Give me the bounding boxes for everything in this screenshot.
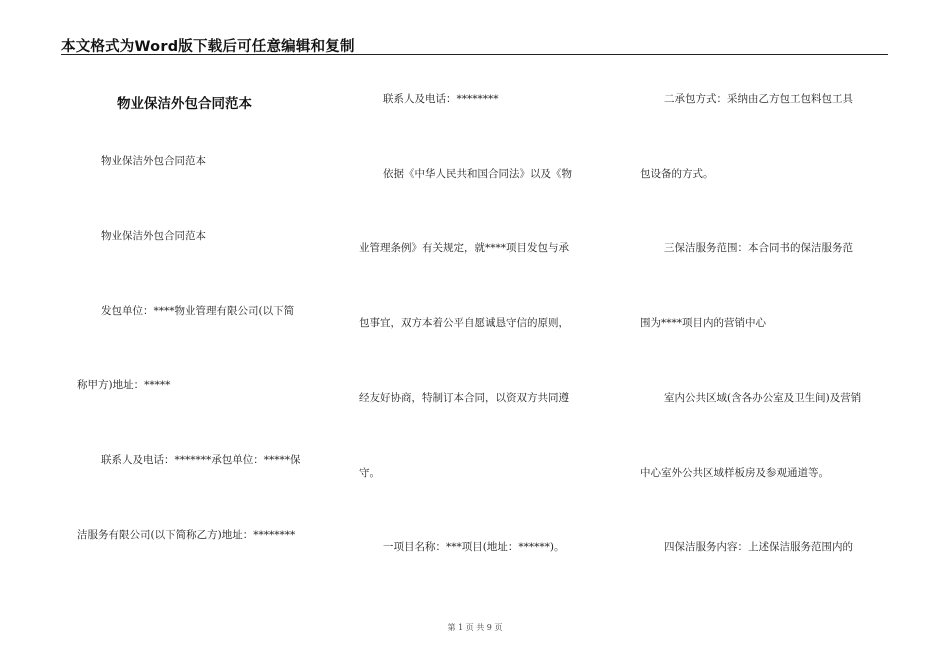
paragraph-line: 围为****项目内的营销中心 [640, 317, 766, 329]
page-number: 第 1 页 共 9 页 [447, 623, 503, 632]
paragraph-line: 业管理条例》有关规定，就****项目发包与承 [359, 242, 569, 254]
paragraph-line: 洁服务有限公司(以下简称乙方)地址：******** [77, 529, 296, 541]
paragraph-line: 四保洁服务内容：上述保洁服务范围内的 [664, 541, 853, 553]
document-title: 物业保洁外包合同范本 [117, 96, 252, 112]
paragraph-line: 室内公共区域(含各办公室及卫生间)及营销 [664, 392, 862, 404]
paragraph-line: 物业保洁外包合同范本 [101, 155, 206, 167]
paragraph-line: 一项目名称：***项目(地址：******)。 [383, 541, 565, 553]
paragraph-line: 三保洁服务范围：本合同书的保洁服务范 [664, 242, 853, 254]
paragraph-line: 包事宜，双方本着公平自愿诚恳守信的原则， [359, 317, 569, 329]
paragraph-line: 经友好协商，特制订本合同，以资双方共同遵 [359, 392, 569, 404]
paragraph-line: 二承包方式：采纳由乙方包工包料包工具 [664, 93, 853, 105]
download-banner: 本文格式为Word版下载后可任意编辑和复制 [61, 39, 355, 55]
paragraph-line: 中心室外公共区域样板房及参观通道等。 [640, 467, 829, 479]
paragraph-line: 联系人及电话：******** [383, 93, 499, 105]
paragraph-line: 包设备的方式。 [640, 168, 714, 180]
paragraph-line: 联系人及电话：*******承包单位：*****保 [101, 454, 301, 466]
paragraph-line: 物业保洁外包合同范本 [101, 230, 206, 242]
paragraph-line: 称甲方)地址：***** [77, 379, 171, 391]
header-divider [61, 54, 888, 55]
paragraph-line: 依据《中华人民共和国合同法》以及《物 [383, 168, 572, 180]
paragraph-line: 发包单位：****物业管理有限公司(以下简 [101, 305, 295, 317]
paragraph-line: 守。 [359, 467, 380, 479]
